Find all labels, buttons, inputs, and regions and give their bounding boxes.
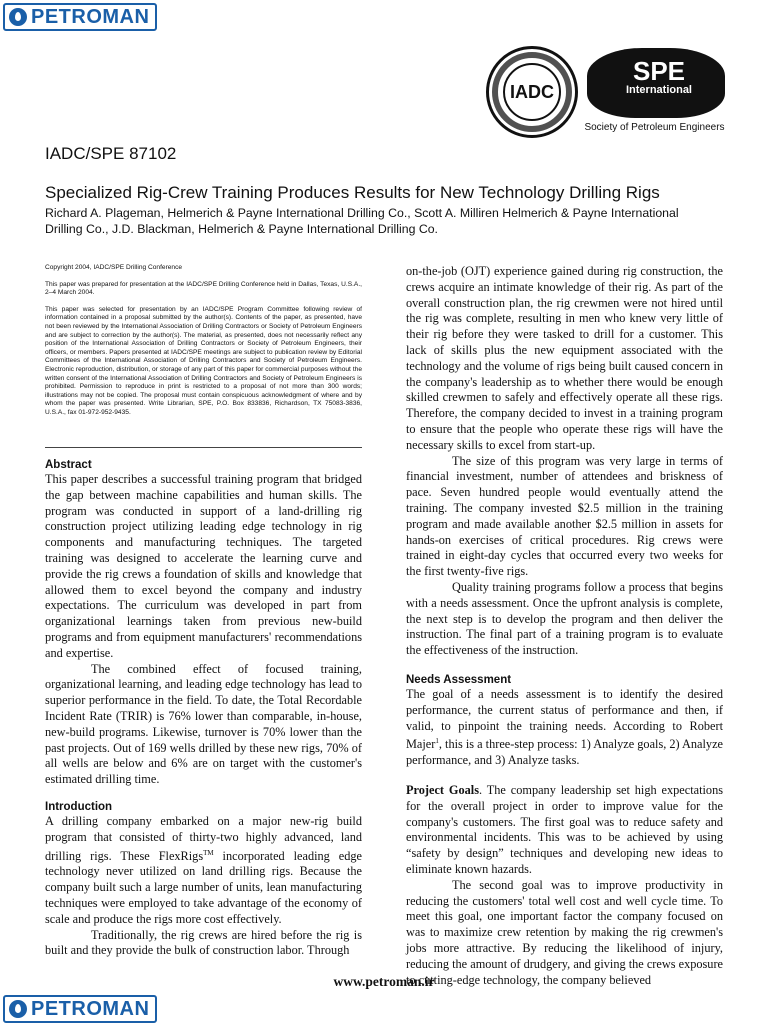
body-paragraph-1: on-the-job (OJT) experience gained during rig construction, the crews acquire an intimate knowledge of their rig. As part of the overall construction plan, the rig crewmen were not hired until the rig was complete, resulting in men who knew very little of their rig before they were tasked to drill for a customer. This lack of skills plus the new equipment associated with the technology and the volume of rigs being built caused concern in the company's leadership as to whether there would be enough skilled crewmen to safely and effectively operate all these rigs. Therefore, the company decided to invest in a training program to ensure that the people who operate these rigs will have the necessary skills to excel from start-up. [406, 264, 723, 452]
iadc-seal-logo [486, 46, 578, 138]
paper-number: IADC/SPE 87102 [45, 144, 177, 163]
body-paragraph-3: Quality training programs follow a process that begins with a needs assessment. Once the upfront analysis is complete, the next step is to develop the program and then deliver the instruction. The final part of a training program is to evaluate the effectiveness of the instruction. [406, 579, 723, 658]
petroman-logo-top [3, 3, 157, 31]
needs-assessment-paragraph: The goal of a needs assessment is to identify the desired performance, the current status of performance and then, if valid, to pinpoint the training needs. According to Robert Majer$^1$, this is a three-step process: 1) Analyze goals, 2) Analyze performance, and 3) Analyze tasks. [406, 686, 723, 768]
oil-drop-icon [9, 1000, 27, 1018]
footer-url[interactable]: www.petroman.ir [333, 974, 435, 989]
abstract-paragraph-1: This paper describes a successful training program that bridged the gap between machine capabilities and human skills. The program was conducted in support of a land-drilling rig construction project utilizing leading edge technology in rig components and manufacturing techniques. The targeted training was designed to accelerate the learning curve and provide the rig crews a foundation of skills and knowledge that allowed them to excel beyond the company and industry expectations. The curriculum was developed in part from organizational learnings taken from previous new-build programs and from equipment manufacturers' recommendations and expertise. [45, 472, 362, 660]
divider [45, 447, 362, 448]
introduction-paragraph-1: A drilling company embarked on a major new-rig build program that consisted of thirty-two highly advanced, land drilling rigs. These FlexRigs™ incorporated leading edge technology never utilized on land drilling rigs. Because the company built such a large number of units, lean manufacturing techniques were employed to take advantage of the economy of scale and produce the rigs more cost effectively. [45, 813, 362, 926]
paper-title: Specialized Rig-Crew Training Produces Results for New Technology Drilling Rigs [45, 183, 660, 202]
right-column-body [406, 264, 723, 988]
disclaimer-text: This paper was selected for presentation by an IADC/SPE Program Committee following review of information contained in a proposal submitted by the author(s). Contents of the paper, as presented, have not been reviewed by the International Association of Drilling Contractors or Society of Petroleum Engineers and are subject to correction by the author(s). The material, as presented, does not necessarily reflect any position of the International Association of Drilling Contractors or Society of Petroleum Engineers, their officers, or members. Papers presented at IADC/SPE meetings are subject to publication review by Editorial Committees of the International Association of Drilling Contractors and Society of Petroleum Engineers. Electronic reproduction, distribution, or storage of any part of this paper for commercial purposes without the written consent of the International Association of Drilling Contractors and Society of Petroleum Engineers is prohibited. Permission to reproduce in print is restricted to a proposal of not more than 300 words; illustrations may not be copied. The proposal must contain conspicuous acknowledgment of where and by whom the paper was presented. Write Librarian, SPE, P.O. Box 833836, Richardson, TX 75083-3836, U.S.A., fax 01-972-952-9435. [45, 305, 362, 416]
spe-logo [583, 42, 726, 140]
copyright-line: Copyright 2004, IADC/SPE Drilling Conference [45, 264, 183, 271]
abstract-paragraph-2: The combined effect of focused training, organizational learning, and leading edge technology has lead to superior performance in the field. To date, the Total Recordable Incident Rate (TRIR) is 76% lower than comparable, in-house, new-build programs. Likewise, turnover is 70% lower than the past projects. Out of 169 wells drilled by these new rigs, 70% of all wells are below and 6% are on target with the customer's estimated drilling time. [45, 661, 362, 787]
society-logos [486, 42, 726, 142]
introduction-heading: Introduction [45, 800, 113, 813]
spe-logo-subtext: International [625, 84, 692, 96]
iadc-seal-text: IADC [503, 63, 561, 121]
needs-assessment-heading: Needs Assessment [406, 673, 512, 686]
project-goals-paragraph: Project Goals. The company leadership set high expectations for the overall project in order to improve value for the company's customers. The first goal was to reduce safety and environmental incidents. This was to be achieved by using “safety by design” techniques and developing new ideas to eliminate known hazards. [406, 783, 723, 876]
brand-name: PETROMAN [31, 997, 150, 1020]
authors: Richard A. Plageman, Helmerich & Payne International Drilling Co., Scott A. Milliren Helmerich & Payne International Drilling Co., J.D. Blackman, Helmerich & Payne International Drilling Co. [45, 206, 679, 236]
introduction-paragraph-2: Traditionally, the rig crews are hired before the rig is built and they provide the bulk of construction labor. Through [45, 927, 362, 958]
copyright-notice [45, 264, 362, 426]
left-column-body [45, 458, 362, 959]
petroman-logo-bottom [3, 995, 157, 1023]
body-paragraph-2: The size of this program was very large in terms of financial investment, number of attendees and briskness of pace. Seven hundred people would eventually attend the training. The company invested $2.5 million in the training program and made available another $2.5 million in assets for hands-on exercises of critical procedures. Rig crews were trained in eight-day cycles that occurred every two weeks for the first twenty-five rigs. [406, 453, 723, 579]
project-goals-label: Project Goals [406, 783, 479, 797]
presentation-note: This paper was prepared for presentation at the IADC/SPE Drilling Conference held in Dallas, Texas, U.S.A., 2–4 March 2004. [45, 280, 362, 297]
spe-logo-text: SPE [632, 56, 686, 86]
brand-name: PETROMAN [31, 5, 150, 28]
second-goal-paragraph: The second goal was to improve productivity in reducing the customers' total well cost and well cycle time. To meet this goal, one important factor the company focused on was to maximize crew retention by making the rig crewmen's jobs more attractive. By reducing the likelihood of injury, reducing the amount of drudgery, and giving the crews exposure to cutting-edge technology, the company believed [406, 877, 723, 987]
spe-caption: Society of Petroleum Engineers [584, 122, 725, 133]
abstract-heading: Abstract [45, 459, 92, 471]
oil-drop-icon [9, 8, 27, 26]
